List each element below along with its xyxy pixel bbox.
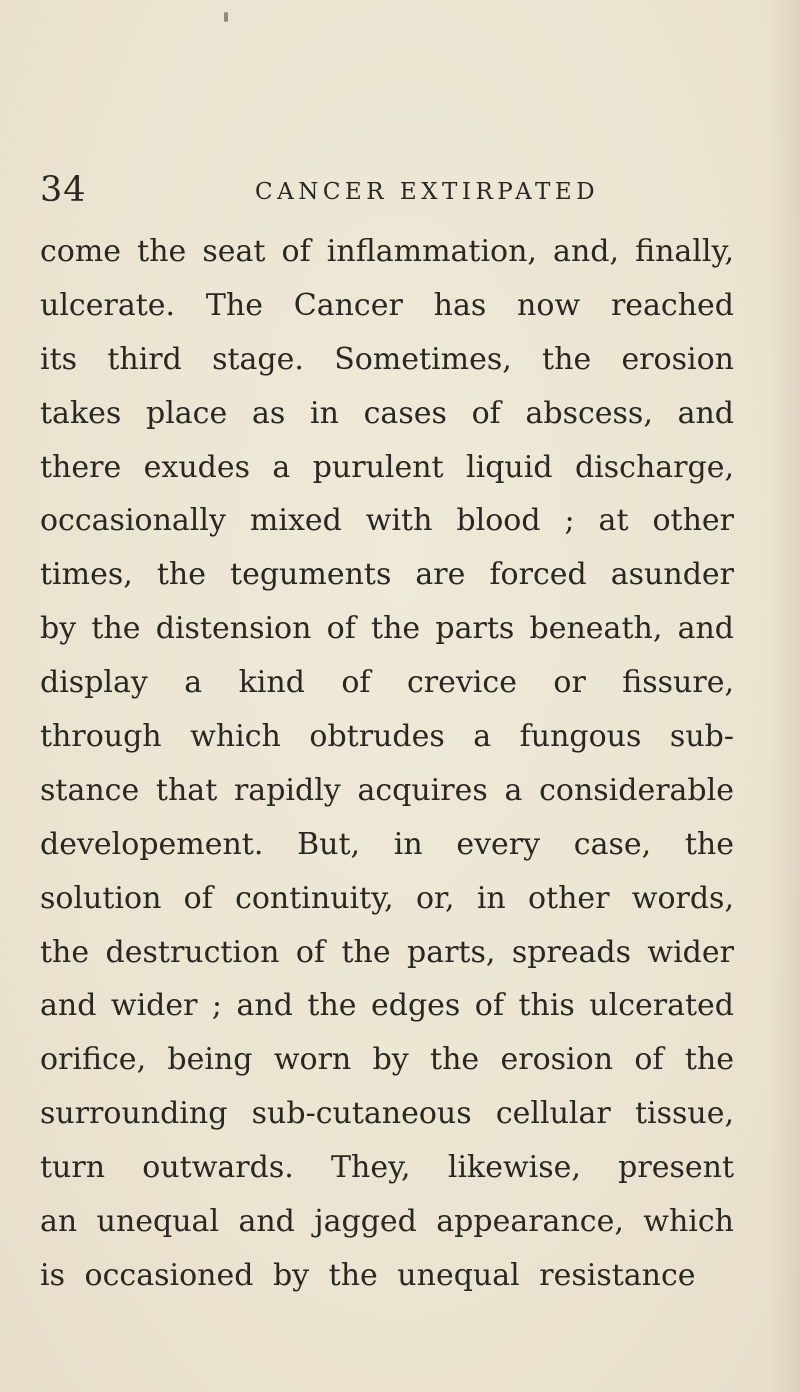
text-line: orifice, being worn by the erosion of the bbox=[40, 1042, 734, 1078]
text-line: turn outwards. They, likewise, present bbox=[40, 1150, 734, 1186]
running-head bbox=[40, 168, 740, 212]
text-line: there exudes a purulent liquid discharge, bbox=[40, 449, 734, 485]
text-line: solution of continuity, or, in other words, bbox=[40, 880, 734, 916]
text-line: developement. But, in every case, the bbox=[40, 826, 734, 862]
text-line: an unequal and jagged appearance, which bbox=[40, 1204, 734, 1240]
running-head-title: CANCER EXTIRPATED bbox=[255, 179, 600, 205]
page-number: 34 bbox=[40, 170, 87, 210]
text-line: ulcerate. The Cancer has now reached bbox=[40, 287, 734, 323]
body-text bbox=[40, 225, 734, 1303]
text-line: and wider ; and the edges of this ulcerated bbox=[40, 988, 734, 1024]
text-line: is occasioned by the unequal resistance bbox=[40, 1257, 696, 1293]
text-line: the destruction of the parts, spreads wider bbox=[40, 934, 734, 970]
text-line: display a kind of crevice or fissure, bbox=[40, 665, 734, 701]
ink-speck bbox=[224, 12, 228, 22]
text-line: through which obtrudes a fungous sub- bbox=[40, 719, 734, 755]
text-line: surrounding sub-cutaneous cellular tissue, bbox=[40, 1096, 734, 1132]
text-line: stance that rapidly acquires a considerable bbox=[40, 772, 734, 808]
text-line: takes place as in cases of abscess, and bbox=[40, 395, 734, 431]
text-line: come the seat of inflammation, and, finally, bbox=[40, 234, 734, 269]
page-edge-shadow bbox=[770, 0, 800, 1392]
text-line: by the distension of the parts beneath, and bbox=[40, 611, 734, 647]
text-line: times, the teguments are forced asunder bbox=[40, 557, 734, 593]
text-line: occasionally mixed with blood ; at other bbox=[40, 503, 734, 539]
text-line: its third stage. Sometimes, the erosion bbox=[40, 341, 734, 377]
